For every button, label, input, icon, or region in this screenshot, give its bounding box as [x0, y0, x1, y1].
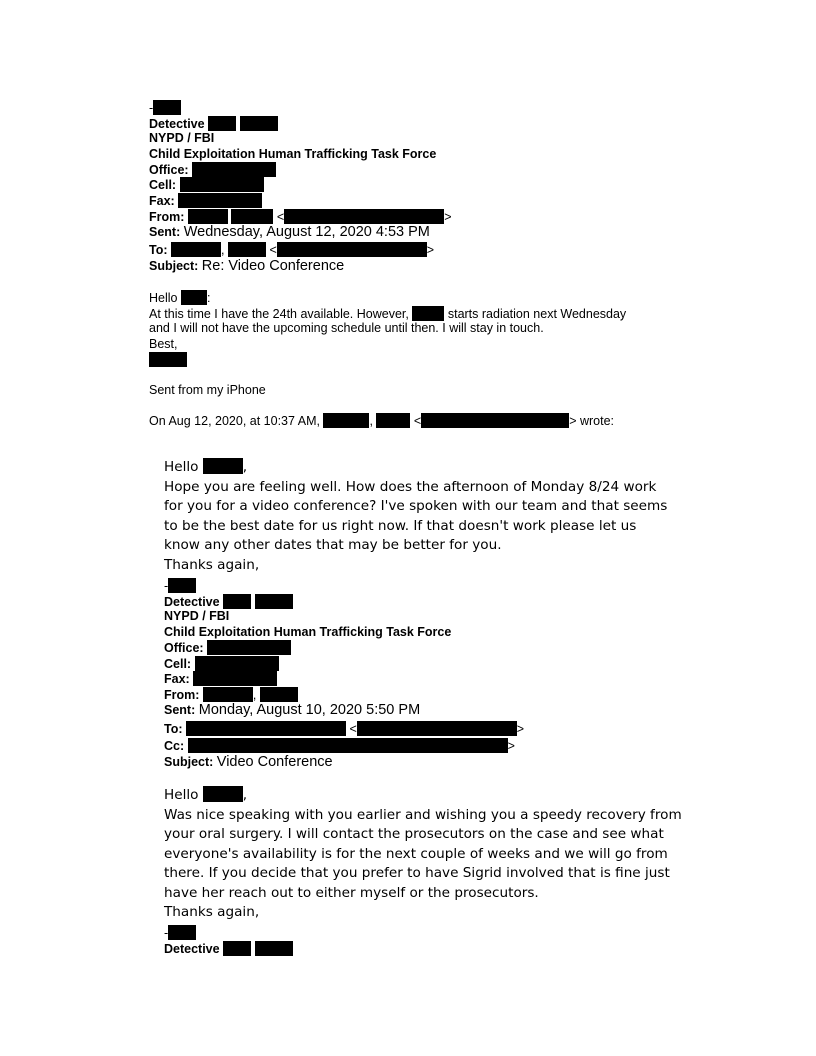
top-signature-fax	[149, 193, 262, 209]
title-label: Detective	[164, 942, 220, 956]
quoted-1-line: know any other dates that may be better for you.	[164, 537, 502, 553]
reply-from	[149, 209, 452, 225]
quoted-2-line: everyone's availability is for the next couple of weeks and we will go from	[164, 846, 668, 862]
redaction-box	[323, 413, 369, 428]
original-subject	[164, 754, 333, 771]
comma: ,	[221, 243, 225, 257]
subject-value: Re: Video Conference	[201, 258, 345, 274]
quoted-1-thanks: Thanks again,	[164, 557, 260, 573]
redaction-box	[255, 941, 293, 956]
middle-signature-unit: Child Exploitation Human Trafficking Task Force	[164, 625, 452, 639]
top-signature-cell	[149, 177, 264, 193]
reply-greeting	[149, 290, 210, 306]
middle-signature-cell	[164, 656, 279, 672]
quoted-2-greeting	[164, 786, 247, 806]
redaction-box	[240, 116, 278, 131]
title-label: Detective	[149, 117, 205, 131]
cell-label: Cell:	[149, 178, 177, 192]
redaction-box	[412, 306, 444, 321]
original-from	[164, 687, 298, 703]
quoted-1-line: Hope you are feeling well. How does the afternoon of Monday 8/24 work	[164, 479, 657, 495]
redaction-box	[284, 209, 444, 224]
comma: ,	[242, 459, 248, 475]
reply-closing: Best,	[149, 337, 178, 351]
reply-line-1	[149, 306, 626, 322]
redaction-box	[192, 162, 276, 177]
quoted-1-greeting	[164, 458, 247, 478]
sent-label: Sent:	[164, 703, 196, 717]
redaction-box	[181, 290, 207, 305]
lt: <	[349, 722, 357, 736]
redaction-box	[168, 925, 196, 940]
line1-b: starts radiation next Wednesday	[447, 307, 627, 321]
redaction-box	[228, 242, 266, 257]
redaction-box	[376, 413, 410, 428]
comma: ,	[252, 688, 257, 702]
from-label: From:	[149, 210, 185, 224]
redaction-box	[180, 177, 264, 192]
redaction-box	[231, 209, 273, 224]
redaction-box	[178, 193, 262, 208]
redaction-box	[195, 656, 279, 671]
dash: -	[164, 579, 169, 593]
redaction-box	[357, 721, 517, 736]
redaction-box	[188, 209, 228, 224]
sent-value: Wednesday, August 12, 2020 4:53 PM	[183, 224, 430, 240]
dash: -	[149, 101, 154, 115]
redaction-box	[203, 786, 243, 802]
quote-intro-a: On Aug 12, 2020, at 10:37 AM,	[149, 414, 320, 428]
original-cc	[164, 738, 515, 754]
redaction-box	[421, 413, 569, 428]
bottom-signature-dash-line	[164, 925, 196, 941]
middle-signature-title	[164, 594, 293, 610]
redaction-box	[188, 738, 508, 753]
line1-a: At this time I have the 24th available. However,	[149, 307, 409, 321]
top-signature-org: NYPD / FBI	[149, 131, 215, 145]
original-sent	[164, 702, 420, 719]
bottom-signature-title	[164, 941, 293, 957]
subject-label: Subject:	[149, 259, 199, 273]
redaction-box	[208, 116, 236, 131]
redaction-box	[171, 242, 221, 257]
quoted-2-line: your oral surgery. I will contact the prosecutors on the case and see what	[164, 826, 664, 842]
redaction-box	[203, 458, 243, 474]
gt: >	[516, 722, 525, 736]
lt: <	[269, 243, 277, 257]
office-label: Office:	[149, 163, 189, 177]
reply-sent	[149, 224, 430, 241]
from-label: From:	[164, 688, 200, 702]
redaction-box	[193, 671, 277, 686]
gt: >	[444, 210, 452, 224]
greeting: Hello	[164, 787, 199, 803]
fax-label: Fax:	[164, 672, 190, 686]
top-signature-title	[149, 116, 278, 132]
office-label: Office:	[164, 641, 204, 655]
middle-signature-org: NYPD / FBI	[164, 609, 230, 623]
greeting: Hello	[164, 459, 199, 475]
sent-value: Monday, August 10, 2020 5:50 PM	[198, 702, 421, 718]
quoted-2-line: have her reach out to either myself or the prosecutors.	[164, 885, 539, 901]
greeting: Hello	[149, 291, 178, 305]
fax-label: Fax:	[149, 194, 175, 208]
cell-label: Cell:	[164, 657, 192, 671]
colon: :	[206, 291, 211, 305]
quoted-2-thanks: Thanks again,	[164, 904, 260, 920]
sent-from-iphone: Sent from my iPhone	[149, 383, 266, 397]
quoted-2-line: Was nice speaking with you earlier and wishing you a speedy recovery from	[164, 807, 682, 823]
comma: ,	[369, 414, 373, 428]
redaction-box	[223, 941, 251, 956]
reply-line-2: and I will not have the upcoming schedule until then. I will stay in touch.	[149, 321, 544, 335]
gt: >	[426, 243, 435, 257]
title-label: Detective	[164, 595, 220, 609]
quoted-1-line: for you for a video conference? I've spoken with our team and that seems	[164, 498, 668, 514]
quoted-1-line: to be the best date for us right now. If that doesn't work please let us	[164, 518, 637, 534]
redaction-box	[223, 594, 251, 609]
redaction-box	[149, 352, 187, 367]
redaction-box	[203, 687, 253, 702]
gt: >	[507, 739, 515, 753]
sent-label: Sent:	[149, 225, 181, 239]
quote-intro: On Aug 12, 2020, at 10:37 AM, , < > wrote:	[149, 414, 615, 428]
redaction-box	[260, 687, 298, 702]
original-to	[164, 721, 524, 737]
lt: <	[276, 210, 285, 224]
reply-subject	[149, 258, 344, 275]
redaction-box	[277, 242, 427, 257]
subject-label: Subject:	[164, 755, 214, 769]
top-signature-dash-line	[149, 100, 181, 116]
redaction-box	[255, 594, 293, 609]
redaction-box	[153, 100, 181, 115]
to-label: To:	[164, 722, 183, 736]
reply-to	[149, 242, 434, 258]
reply-signoff	[149, 352, 187, 368]
redaction-box	[168, 578, 196, 593]
comma: ,	[242, 787, 248, 803]
redaction-box	[186, 721, 346, 736]
to-label: To:	[149, 243, 168, 257]
top-signature-office	[149, 162, 276, 178]
quoted-2-line: there. If you decide that you prefer to have Sigrid involved that is fine just	[164, 865, 670, 881]
dash: -	[164, 926, 169, 940]
redaction-box	[207, 640, 291, 655]
subject-value: Video Conference	[216, 754, 333, 770]
middle-signature-fax	[164, 671, 277, 687]
top-signature-unit: Child Exploitation Human Trafficking Task Force	[149, 147, 437, 161]
quote-intro-b: > wrote:	[569, 414, 615, 428]
middle-signature-dash-line	[164, 578, 196, 594]
cc-label: Cc:	[164, 739, 185, 753]
middle-signature-office	[164, 640, 291, 656]
